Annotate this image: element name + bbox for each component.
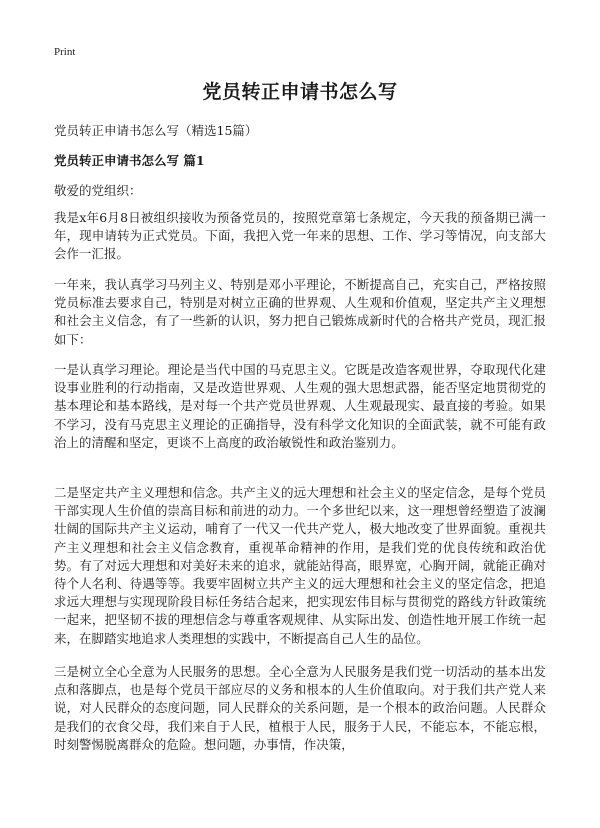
salutation: 敬爱的党组织：: [54, 183, 142, 198]
paragraph: 一年来，我认真学习马列主义、特别是邓小平理论，不断提高自己，充实自己，严格按照党员标准去要求自己，特别是对树立正确的世界观、人生观和价值观，坚定共产主义理想和社会主义信念，有了一些新的认识，努力把自己锻炼成新时代的合格共产党员，现汇报如下：: [54, 277, 546, 347]
section-heading: 党员转正申请书怎么写 篇1: [54, 153, 205, 168]
print-link[interactable]: Print: [54, 46, 76, 58]
paragraph: 三是树立全心全意为人民服务的思想。全心全意为人民服务是我们党一切活动的基本出发点和落脚点，也是每个党员干部应尽的义务和根本的人生价值取向。对于我们共产党人来说，对人民群众的态度问题，同人民群众的关系问题，是一个根本的政治问题。人民群众是我们的衣食父母，我们来自于人民，植根于人民，服务于人民，不能忘本，不能忘根，时刻警惕脱离群众的危险。想问题，办事情，作决策，: [54, 664, 546, 752]
page-title: 党员转正申请书怎么写: [202, 81, 398, 103]
paragraph: 一是认真学习理论。理论是当代中国的马克思主义。它既是改造客观世界，夺取现代化建设事业胜利的行动指南，又是改造世界观、人生观的强大思想武器，能否坚定地贯彻党的基本理论和基本路线，是对每一个共产党员世界观、人生观最现实、最直接的考验。如果不学习，没有马克思主义理论的正确指导，没有科学文化知识的全面武装，就不可能有政治上的清醒和坚定，更谈不上高度的政治敏锐性和政治鉴别力。: [54, 362, 546, 450]
document-subtitle: 党员转正申请书怎么写（精选15篇）: [54, 123, 258, 138]
paragraph: 二是坚定共产主义理想和信念。共产主义的远大理想和社会主义的坚定信念，是每个党员干部实现人生价值的崇高目标和前进的动力。一个多世纪以来，这一理想曾经塑造了波澜壮阔的国际共产主义运动，哺育了一代又一代共产党人，极大地改变了世界面貌。重视共产主义理想和社会主义信念教育，重视革命精神的作用，是我们党的优良传统和政治优势。有了对远大理想和对美好未来的追求，就能站得高，眼界宽，心胸开阔，就能正确对待个人名利、待遇等等。我要牢固树立共产主义的远大理想和社会主义的坚定信念，把追求远大理想与实现现阶段目标任务结合起来，把实现宏伟目标与贯彻党的路线方针政策统一起来，把坚韧不拔的理想信念与尊重客观规律、从实际出发、创造性地开展工作统一起来，在脚踏实地追求人类理想的实践中，不断提高自己人生的品位。: [54, 485, 546, 646]
paragraph: 我是x年6月8日被组织接收为预备党员的，按照党章第七条规定，今天我的预备期已满一年，现申请转为正式党员。下面，我把入党一年来的思想、工作、学习等情况，向支部大会作一汇报。: [54, 210, 546, 262]
